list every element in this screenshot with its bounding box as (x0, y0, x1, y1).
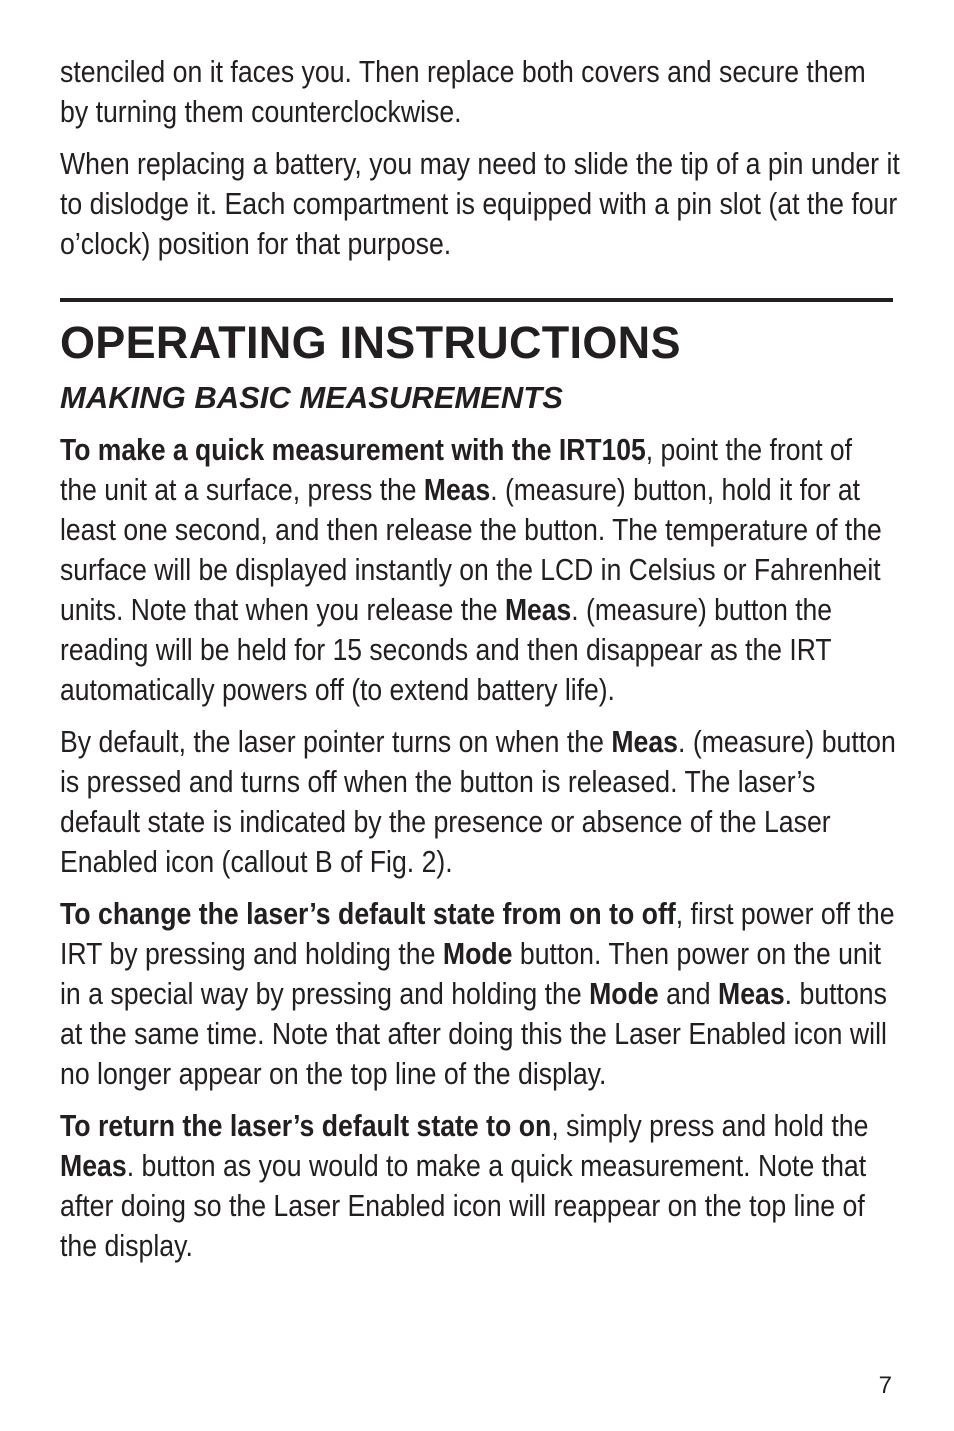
intro-paragraph-1: stenciled on it faces you. Then replace both covers and secure them by turning them counterclockwise. (60, 54, 866, 129)
return-default-lead: To return the laser’s default state to on (60, 1108, 552, 1143)
page-number: 7 (878, 1372, 892, 1399)
section-divider (60, 298, 893, 302)
default-state-paragraph (60, 722, 901, 882)
text-run: , simply press and hold the (551, 1108, 869, 1143)
section-title: OPERATING INSTRUCTIONS (60, 317, 681, 368)
meas-button-term: Meas (611, 724, 679, 759)
text-run: . (measure) button the reading will be held for 15 seconds and then disappear as the IRT automatically powers off (to extend battery life). (60, 592, 833, 707)
change-default-paragraph (60, 894, 901, 1094)
mode-button-term: Mode (442, 936, 513, 971)
meas-button-term: Meas (504, 592, 572, 627)
quick-measurement-paragraph (60, 430, 896, 710)
meas-button-term: Meas (423, 472, 491, 507)
section-subtitle: MAKING BASIC MEASUREMENTS (60, 380, 563, 415)
text-run: . (measure) button is pressed and turns off when the button is released. The laser’s default state is indicated by the presence or absence of the Laser Enabled icon (callout B of Fig. 2). (60, 724, 896, 879)
text-run: and (658, 976, 718, 1011)
text-run: By default, the laser pointer turns on when the (60, 724, 612, 759)
meas-button-term: Meas (717, 976, 785, 1011)
text-run: button. Then power on the unit in a special way by pressing and holding the (60, 936, 882, 1011)
return-default-paragraph (60, 1106, 901, 1266)
mode-button-term: Mode (589, 976, 659, 1011)
text-run: . buttons at the same time. Note that after doing this the Laser Enabled icon will no longer appear on the top line of the display. (60, 976, 887, 1091)
text-run: . button as you would to make a quick measurement. Note that after doing so the Laser Enabled icon will reappear on the top line of the display. (60, 1148, 867, 1263)
intro-paragraph-2: When replacing a battery, you may need to slide the tip of a pin under it to dislodge it. Each compartment is equipped with a pin slot (at the four o’clock) position for that purpose. (60, 146, 900, 261)
text-run: , point the front of the unit at a surface, press the (60, 432, 853, 507)
text-run: . (measure) button, hold it for at least one second, and then release the button. The temperature of the surface will be displayed instantly on the LCD in Celsius or Fahrenheit units. Note that when you release the (60, 472, 882, 627)
change-default-lead: To change the laser’s default state from on to off (60, 896, 676, 931)
meas-button-term: Meas (60, 1148, 127, 1183)
quick-measurement-lead: To make a quick measurement with the IRT105 (60, 432, 646, 467)
page-content (60, 52, 900, 1278)
text-run: , first power off the IRT by pressing and holding the (60, 896, 895, 971)
